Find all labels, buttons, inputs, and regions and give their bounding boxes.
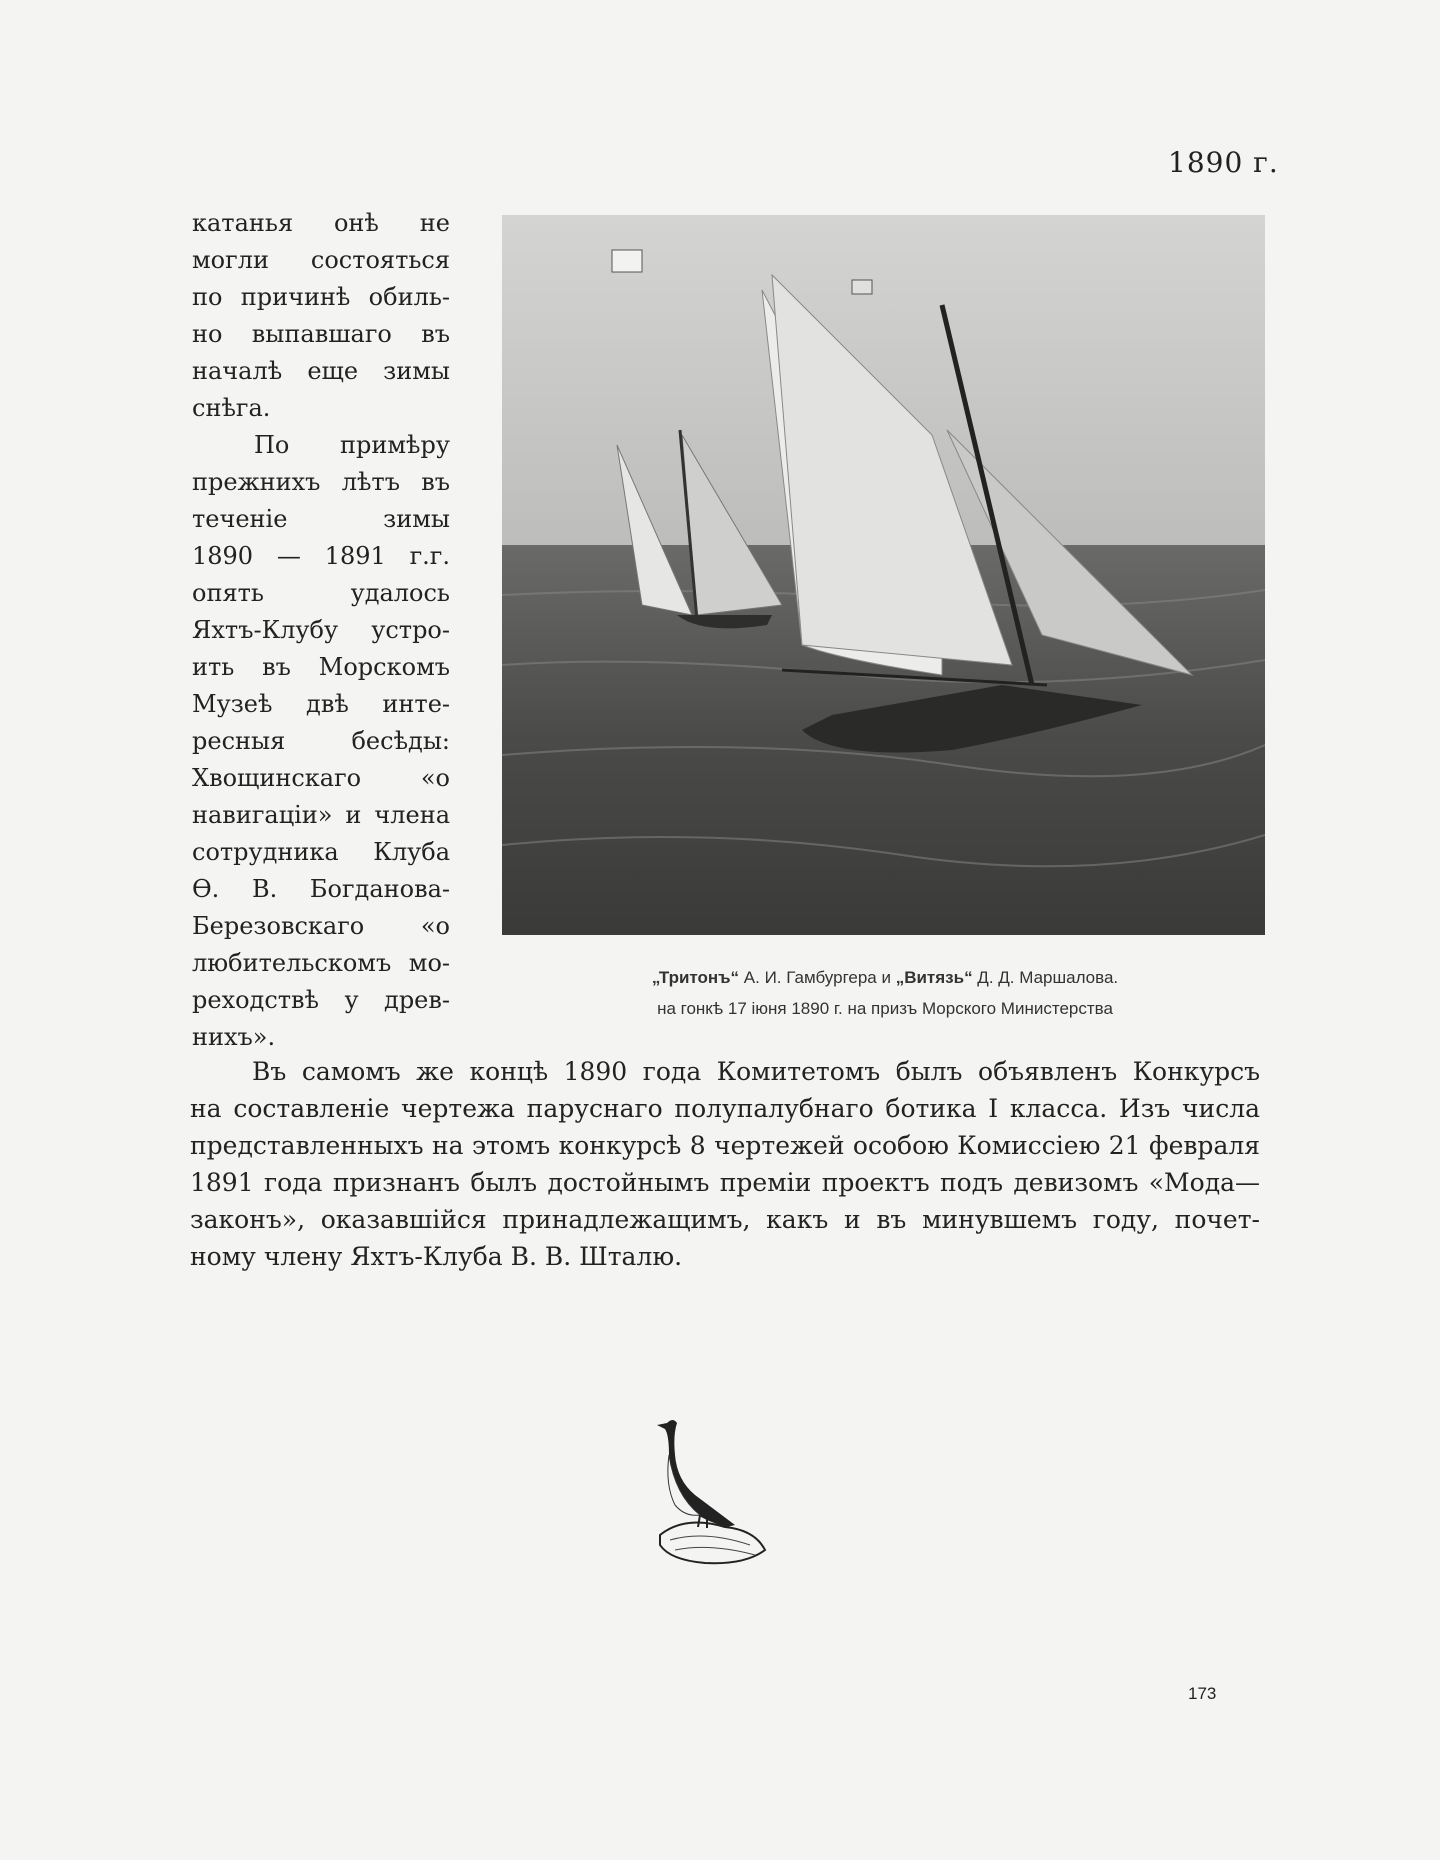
text-line: нихъ». <box>192 1023 276 1051</box>
text-line: катанья онѣ не <box>192 209 450 237</box>
text-line: Музеѣ двѣ инте- <box>192 690 450 718</box>
text-line: на составленіе чертежа паруснаго полупалубнаго ботика I класса. Изъ числа <box>190 1094 1260 1123</box>
text-line: Яхтъ-Клубу устро- <box>192 616 450 644</box>
text-line: Хвощинскаго «о <box>192 764 450 792</box>
text-line: ресныя бесѣды: <box>192 727 450 755</box>
text-line: Въ самомъ же концѣ 1890 года Комитетомъ былъ объявленъ Конкурсъ <box>252 1057 1260 1086</box>
sailboats-photo <box>502 215 1265 935</box>
text-line: 1890 — 1891 г.г. <box>192 542 450 570</box>
text-line: началѣ еще зимы <box>192 357 450 385</box>
text-line: По примѣру <box>254 431 450 459</box>
text-line: по причинѣ обиль- <box>192 283 450 311</box>
text-line: навигаціи» и члена <box>192 801 450 829</box>
text-line: Ѳ. В. Богданова- <box>192 875 450 903</box>
text-line: Березовскаго «о <box>192 912 450 940</box>
caption-owner-2: Д. Д. Маршалова. <box>972 968 1119 987</box>
text-line: 1891 года признанъ былъ достойнымъ преміи проектъ подъ девизомъ «Мода— <box>190 1168 1260 1197</box>
photo-caption-line-2: на гонкѣ 17 іюня 1890 г. на призъ Морского Министерства <box>657 999 1113 1018</box>
left-column-text <box>192 205 450 1056</box>
text-line: могли состояться <box>192 246 450 274</box>
cormorant-illustration-icon <box>655 1415 785 1575</box>
caption-owner-1: А. И. Гамбургера и <box>739 968 896 987</box>
text-line: теченіе зимы <box>192 505 450 533</box>
text-line: снѣга. <box>192 394 271 422</box>
text-line: ить въ Морскомъ <box>192 653 450 681</box>
text-line: любительскомъ мо- <box>192 949 450 977</box>
text-line: законъ», оказавшійся принадлежащимъ, какъ и въ минувшемъ году, почет- <box>190 1205 1260 1234</box>
caption-boat-name-vityaz: „Витязь“ <box>895 968 973 987</box>
main-paragraph <box>190 1053 1260 1275</box>
caption-boat-name-triton: „Тритонъ“ <box>651 968 740 987</box>
text-line: но выпавшаго въ <box>192 320 450 348</box>
page-header-year: 1890 г. <box>1168 146 1279 179</box>
text-line: сотрудника Клуба <box>192 838 450 866</box>
page-number: 173 <box>1188 1684 1217 1703</box>
photo-caption-line-1 <box>500 968 1270 988</box>
text-line: ному члену Яхтъ-Клуба В. В. Шталю. <box>190 1242 683 1271</box>
text-line: представленныхъ на этомъ конкурсѣ 8 чертежей особою Комиссіею 21 февраля <box>190 1131 1260 1160</box>
text-line: прежнихъ лѣтъ въ <box>192 468 450 496</box>
text-line: опять удалось <box>192 579 450 607</box>
text-line: реходствѣ у древ- <box>192 986 450 1014</box>
